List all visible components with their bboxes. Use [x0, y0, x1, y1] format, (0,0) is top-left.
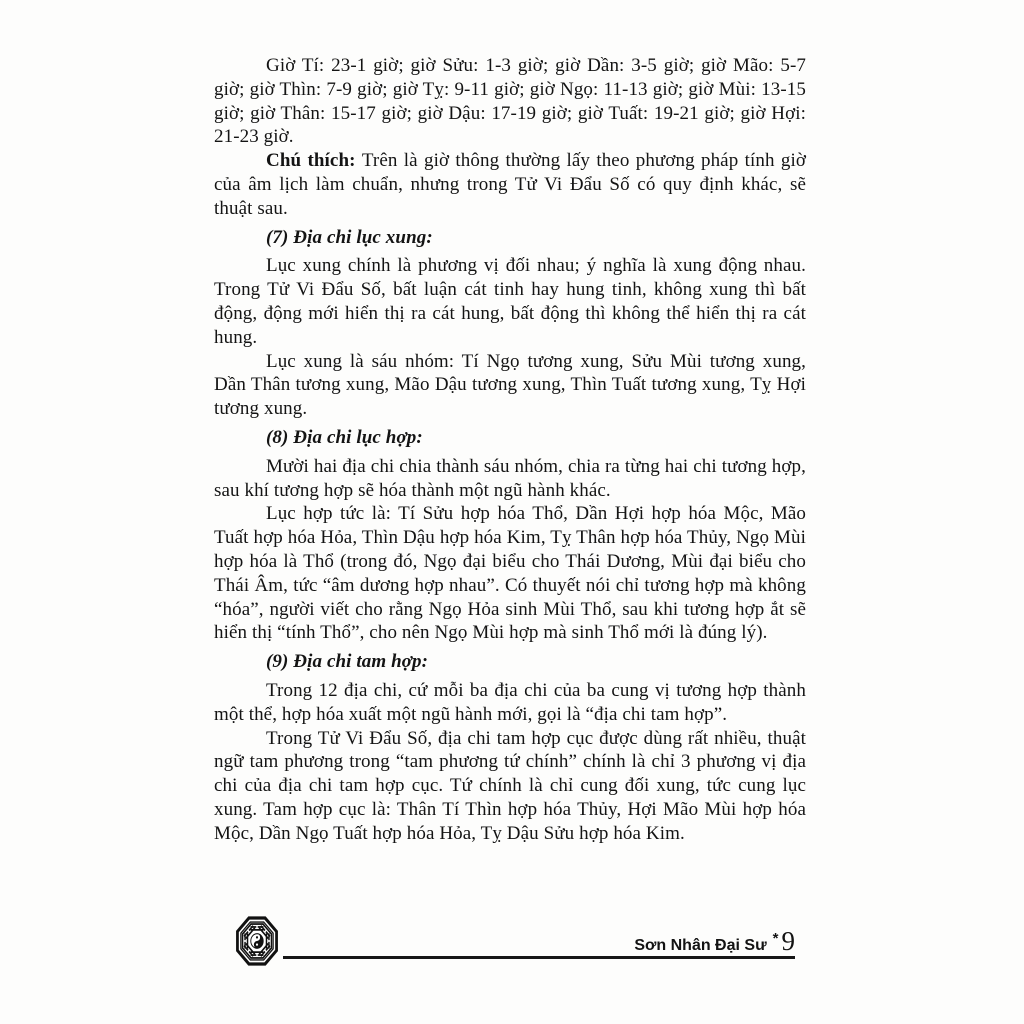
footer-asterisk: *	[772, 930, 779, 947]
footer-running-title	[495, 924, 795, 961]
footer-page-number: 9	[781, 926, 795, 956]
section-heading: (7) Địa chi lục xung:	[266, 226, 433, 248]
paragraph: Mười hai địa chi chia thành sáu nhóm, chia ra từng hai chi tương hợp, sau khí tương hợp sẽ hóa thành một ngũ hành khác.	[214, 455, 806, 501]
bagua-icon	[234, 914, 280, 968]
paragraph: Lục xung chính là phương vị đối nhau; ý nghĩa là xung động nhau. Trong Tử Vi Đẩu Số, bất luận cát tinh hay hung tinh, không xung thì bất động, động mới hiển thị ra cát hung, bất động thì không thể hiển thị ra cát hung.	[214, 255, 806, 348]
paragraph: Giờ Tí: 23-1 giờ; giờ Sửu: 1-3 giờ; giờ Dần: 3-5 giờ; giờ Mão: 5-7 giờ; giờ Thìn: 7-9 giờ; giờ Tỵ: 9-11 giờ; giờ Ngọ: 11-13 giờ; giờ Mùi: 13-15 giờ; giờ Thân: 15-17 giờ; giờ Dậu: 17-19 giờ; giờ Tuất: 19-21 giờ; giờ Hợi: 21-23 giờ.	[214, 55, 806, 148]
paragraph: Chú thích: Trên là giờ thông thường lấy theo phương pháp tính giờ của âm lịch làm chuẩn, nhưng trong Tử Vi Đẩu Số có quy định khác, sẽ thuật sau.	[214, 150, 806, 219]
footer-author: Sơn Nhân Đại Sư	[634, 937, 767, 954]
paragraph: Trong Tử Vi Đẩu Số, địa chi tam hợp cục được dùng rất nhiều, thuật ngữ tam phương trong “tam phương tứ chính” chính là chỉ 3 phương vị địa chi của địa chi tam hợp cục. Tứ chính là chỉ cung đối xung, tức cung lục xung. Tam hợp cục là: Thân Tí Thìn hợp hóa Thủy, Hợi Mão Mùi hợp hóa Mộc, Dần Ngọ Tuất hợp hóa Hỏa, Tỵ Dậu Sửu hợp hóa Kim.	[214, 727, 806, 844]
paragraph: Trong 12 địa chi, cứ mỗi ba địa chi của ba cung vị tương hợp thành một thể, hợp hóa xuất một ngũ hành mới, gọi là “địa chi tam hợp”.	[214, 679, 806, 725]
page-text	[214, 54, 806, 846]
paragraph-lead: Chú thích:	[266, 150, 362, 172]
section-heading: (9) Địa chi tam hợp:	[266, 651, 429, 673]
paragraph: Lục hợp tức là: Tí Sửu hợp hóa Thổ, Dần Hợi hợp hóa Mộc, Mão Tuất hợp hóa Hỏa, Thìn Dậu hợp hóa Kim, Tỵ Thân hợp hóa Thủy, Ngọ Mùi hợp hóa là Thổ (trong đó, Ngọ đại biểu cho Thái Dương, Mùi đại biểu cho Thái Âm, tức “âm dương hợp nhau”. Có thuyết nói chỉ tương hợp mà không “hóa”, người viết cho rằng Ngọ Hỏa sinh Mùi Thổ, sau khi tương hợp ắt sẽ hiển thị “tính Thổ”, cho nên Ngọ Mùi hợp mà sinh Thổ mới là đúng lý).	[214, 503, 806, 644]
paragraph: Lục xung là sáu nhóm: Tí Ngọ tương xung, Sửu Mùi tương xung, Dần Thân tương xung, Mão Dậu tương xung, Thìn Tuất tương xung, Tỵ Hợi tương xung.	[214, 350, 806, 420]
section-heading: (8) Địa chi lục hợp:	[266, 426, 423, 448]
